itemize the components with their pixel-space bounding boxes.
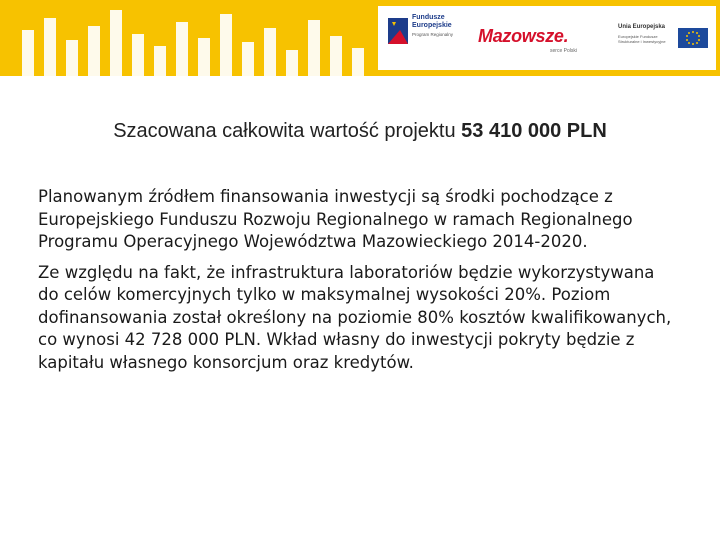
paragraph-cofinancing: Ze względu na fakt, że infrastruktura laboratoriów będzie wykorzystywana do celów komercyjnych tylko w maksymalnej wysokości 20%. Poziom dofinansowania został określony na poziomie 80% kosztów kwalifikowanych, co wynosi 42 728 000 PLN. Wkład własny do inwestycji pokryty będzie z kapitału własnego konsorcjum oraz kredytów. <box>38 262 672 372</box>
eu-logo-title: Unia Europejska <box>618 24 666 30</box>
fe-logo-line1: Fundusze <box>412 14 445 21</box>
eu-logo-sub2: Strukturalne i Inwestycyjne <box>618 39 666 44</box>
decorative-blocks <box>0 0 380 76</box>
fundusze-europejskie-icon <box>386 16 410 46</box>
fe-logo-text <box>412 14 452 30</box>
title-prefix: Szacowana całkowita wartość projektu <box>113 120 462 142</box>
body-text <box>38 186 678 382</box>
fe-logo-sub: Program Regionalny <box>412 32 454 37</box>
paragraph-financing: Planowanym źródłem finansowania inwestycji są środki pochodzące z Europejskiego Funduszu Rozwoju Regionalnego w ramach Regionalnego Programu Operacyjnego Województwa Mazowieckiego 2014-2020. <box>38 187 633 251</box>
mazowsze-logo: Mazowsze. <box>478 26 569 46</box>
eu-logo-sub <box>618 34 666 44</box>
page-title <box>0 120 720 143</box>
mazowsze-sub: serce Polski <box>550 48 577 54</box>
fe-logo-line2: Europejskie <box>412 22 452 29</box>
logos-panel <box>378 6 716 70</box>
eu-logo-sub1: Europejskie Fundusze <box>618 34 658 39</box>
header-banner <box>0 0 720 76</box>
title-amount: 53 410 000 PLN <box>461 120 607 142</box>
eu-flag-icon <box>678 28 708 48</box>
